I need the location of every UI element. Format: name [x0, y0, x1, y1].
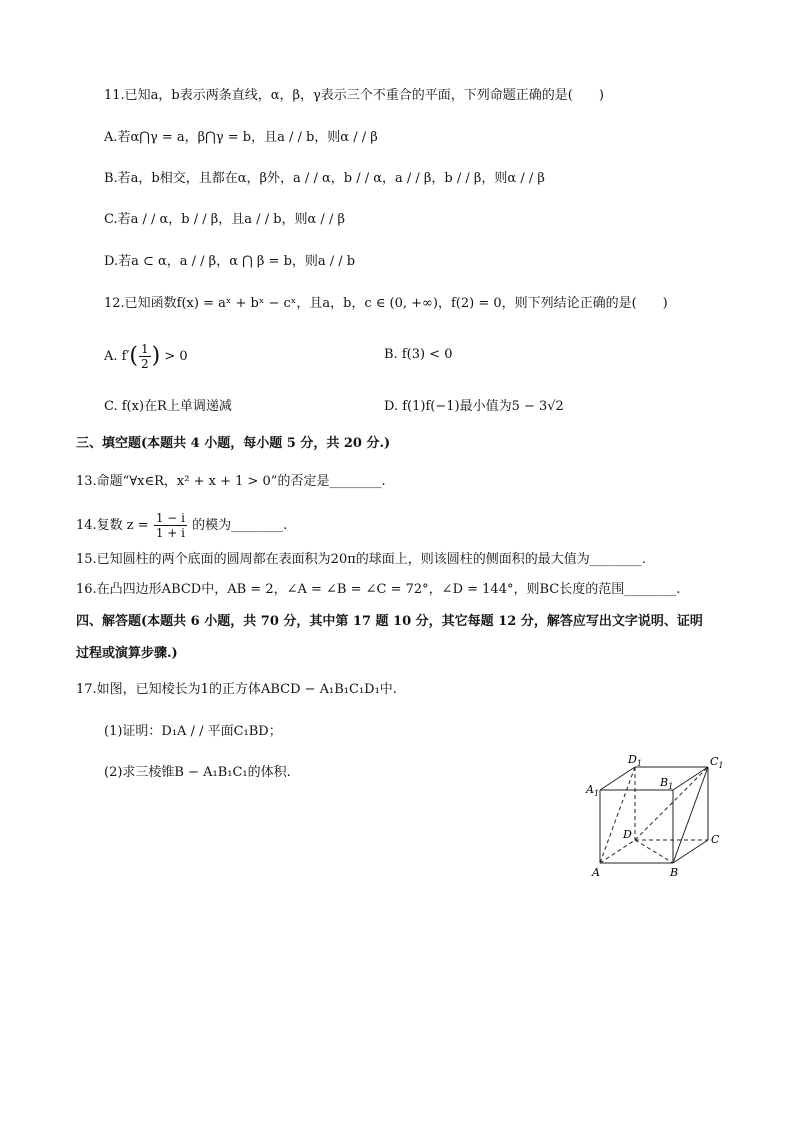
q11-stem: 11.已知a，b表示两条直线，α，β，γ表示三个不重合的平面，下列命题正确的是( ): [104, 88, 604, 103]
label-a: A: [592, 866, 600, 879]
edge-d1a: [600, 767, 635, 863]
q14-fraction: $\frac{1 - i}{1 + i}$: [155, 511, 185, 540]
label-a1: $A_1$: [586, 783, 600, 798]
q12-option-a-prefix: A. f′: [104, 349, 130, 364]
q12-option-a: A. f′( $\frac{1}{2}$ ) > 0: [104, 342, 188, 371]
edge-bc: [673, 840, 708, 863]
q16: 16.在凸四边形ABCD中，AB = 2，∠A = ∠B = ∠C = 72°，∠D = 144°，则BC长度的范围________.: [76, 582, 681, 597]
q14: [76, 511, 287, 540]
section-4-heading-cont: 过程或演算步骤.): [76, 646, 178, 661]
q13: 13.命题“∀x∈R，x² + x + 1 > 0”的否定是________.: [76, 474, 386, 489]
q12-option-a-fraction: $\frac{1}{2}$: [141, 342, 149, 371]
q17-part2: (2)求三棱锥B − A₁B₁C₁的体积.: [104, 765, 291, 780]
cube-figure: [580, 745, 730, 885]
q11-option-d: D.若a ⊂ α，a / / β，α ⋂ β = b，则a / / b: [104, 254, 356, 269]
q17-part1: (1)证明：D₁A / / 平面C₁BD；: [104, 724, 282, 739]
q12-option-d: D. f(1)f(−1)最小值为5 − 3√2: [384, 399, 564, 414]
q12-option-a-suffix: > 0: [164, 349, 188, 364]
edge-a1d1: [600, 767, 635, 790]
edge-b1c1: [673, 767, 708, 790]
edge-bc1: [673, 767, 708, 863]
q14-prefix: 14.复数 z =: [76, 518, 149, 533]
q12-stem: 12.已知函数f(x) = aˣ + bˣ − cˣ，且a，b，c ∈ (0, +∞)，f(2) = 0，则下列结论正确的是( ): [104, 296, 668, 311]
label-b: B: [670, 866, 679, 879]
label-b1: $B_1$: [660, 776, 674, 791]
q17-stem: 17.如图，已知棱长为1的正方体ABCD − A₁B₁C₁D₁中.: [76, 682, 397, 697]
q15: 15.已知圆柱的两个底面的圆周都在表面积为20π的球面上，则该圆柱的侧面积的最大值为________.: [76, 552, 646, 567]
section-3-heading: 三、填空题(本题共 4 小题，每小题 5 分，共 20 分.): [76, 436, 391, 451]
label-c: C: [711, 833, 720, 846]
label-d1: $D_1$: [628, 753, 642, 768]
q12-option-b: B. f(3) < 0: [384, 347, 453, 362]
label-c1: $C_1$: [710, 755, 724, 770]
q14-suffix: 的模为________.: [192, 518, 288, 533]
q11-option-c: C.若a / / α，b / / β，且a / / b，则α / / β: [104, 212, 345, 227]
label-d: D: [623, 828, 632, 841]
edge-dc1: [635, 767, 708, 840]
q11-option-a: A.若α⋂γ = a，β⋂γ = b，且a / / b，则α / / β: [104, 130, 378, 145]
section-4-heading: 四、解答题(本题共 6 小题，共 70 分，其中第 17 题 10 分，其它每题 12 分，解答应写出文字说明、证明: [76, 614, 703, 629]
q12-option-c: C. f(x)在R上单调递减: [104, 399, 232, 414]
edge-db: [635, 840, 673, 863]
q11-option-b: B.若a，b相交，且都在α，β外，a / / α，b / / α，a / / β，b / / β，则α / / β: [104, 171, 545, 186]
edge-ad: [600, 840, 635, 863]
